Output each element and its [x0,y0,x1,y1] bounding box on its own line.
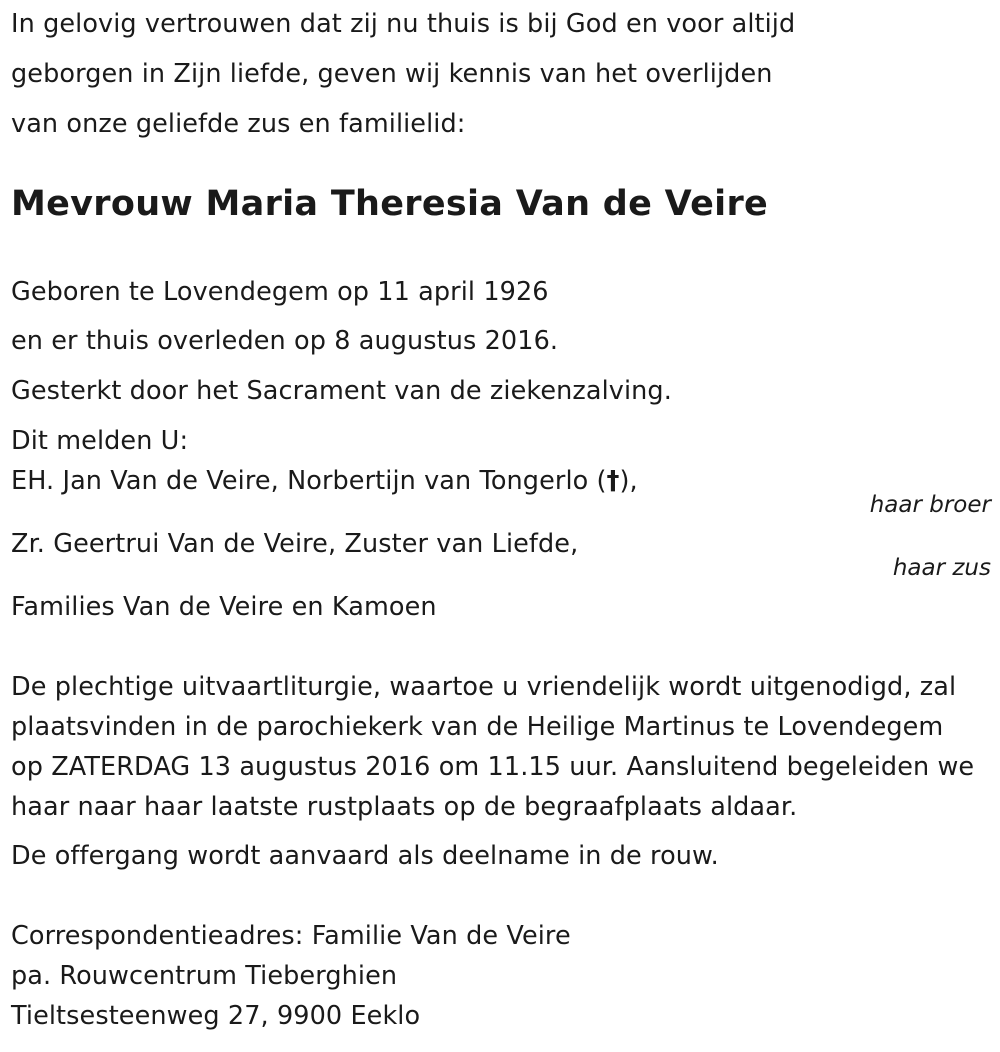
ceremony-line-4: haar naar haar laatste rustplaats op de begraafplaats aldaar. [11,792,798,822]
correspondence-line-2: pa. Rouwcentrum Tieberghien [11,961,398,991]
sacrament-line: Gesterkt door het Sacrament van de ziekenzalving. [11,376,672,406]
relation-sister: haar zus [892,555,991,581]
family-member-sister: Zr. Geertrui Van de Veire, Zuster van Liefde, [11,529,579,559]
deceased-name: Mevrouw Maria Theresia Van de Veire [11,184,769,224]
ceremony-line-3: op ZATERDAG 13 augustus 2016 om 11.15 uur. Aansluitend begeleiden we [11,752,975,782]
intro-line-3: van onze geliefde zus en familielid: [11,109,466,139]
cross-icon: † [606,466,620,496]
announcers-heading: Dit melden U: [11,426,189,456]
birth-line: Geboren te Lovendegem op 11 april 1926 [11,277,549,307]
family-member-brother-name: EH. Jan Van de Veire, Norbertijn van Tongerlo ( [11,466,607,496]
ceremony-line-1: De plechtige uitvaartliturgie, waartoe u vriendelijk wordt uitgenodigd, zal [11,672,957,702]
offering-line: De offergang wordt aanvaard als deelname in de rouw. [11,841,719,871]
ceremony-line-2: plaatsvinden in de parochiekerk van de Heilige Martinus te Lovendegem [11,712,944,742]
family-member-brother [11,466,638,496]
families-line: Families Van de Veire en Kamoen [11,592,437,622]
intro-line-1: In gelovig vertrouwen dat zij nu thuis is bij God en voor altijd [11,9,796,39]
relation-brother: haar broer [869,492,991,518]
intro-line-2: geborgen in Zijn liefde, geven wij kennis van het overlijden [11,59,773,89]
family-member-brother-suffix: ), [619,466,638,496]
correspondence-line-3: Tieltsesteenweg 27, 9900 Eeklo [11,1001,421,1031]
death-line: en er thuis overleden op 8 augustus 2016. [11,326,559,356]
correspondence-line-1: Correspondentieadres: Familie Van de Veire [11,921,571,951]
